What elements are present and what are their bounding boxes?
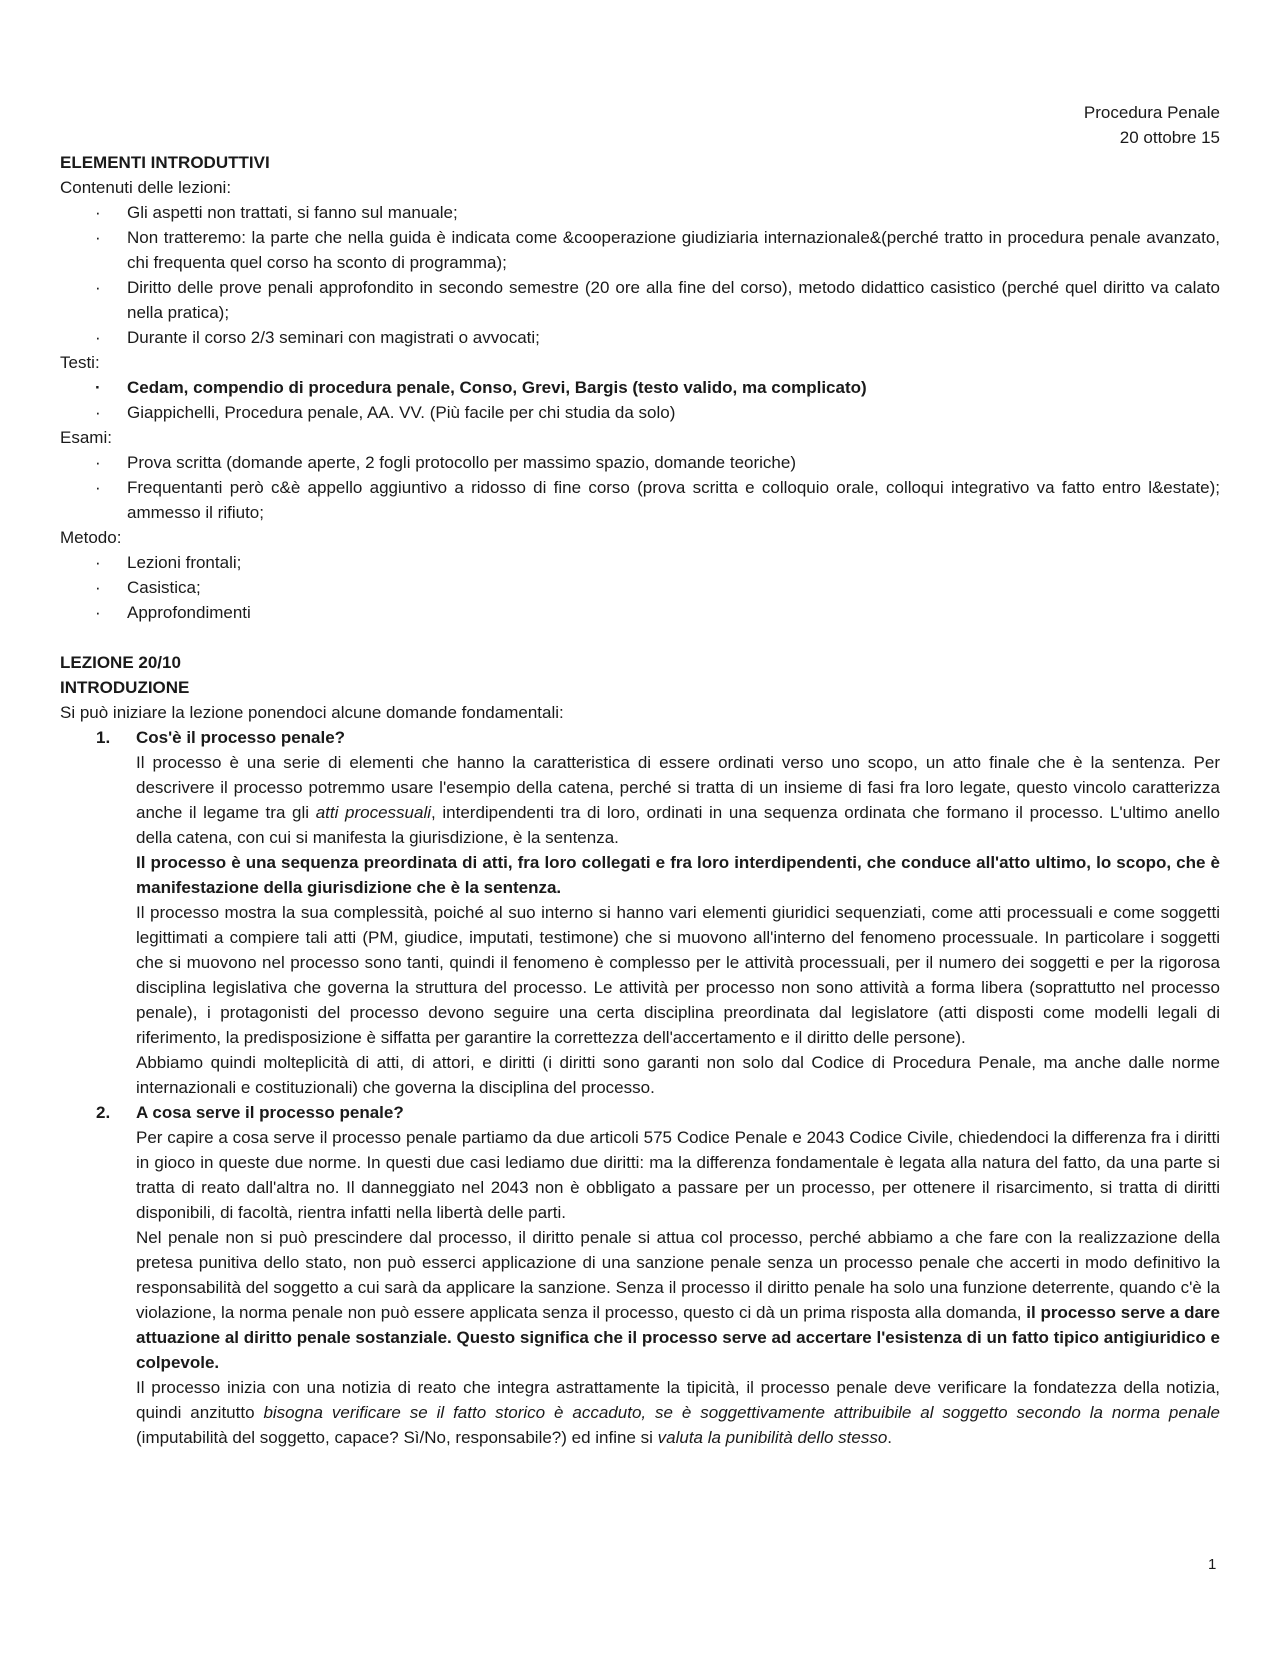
question-number: 2. — [96, 1103, 111, 1122]
esami-list — [60, 450, 1220, 525]
paragraph: Il processo inizia con una notizia di reato che integra astrattamente la tipicità, il processo penale deve verificare la fondatezza della notizia, quindi anzitutto bisogna verificare se il fatto storico è accaduto, se è soggettivamente attribuibile al soggetto secondo la norma penale (imputabilità del soggetto, capace? Sì/No, responsabile?) ed infine si valuta la punibilità dello stesso. — [136, 1378, 1220, 1447]
contenuti-label: Contenuti delle lezioni: — [60, 178, 232, 197]
page-header — [60, 100, 1220, 150]
paragraph: Il processo mostra la sua complessità, poiché al suo interno si hanno vari elementi giuridici sequenziati, come atti processuali e come soggetti legittimati a compiere tali atti (PM, giudice, imputati, testimone) che si muovono all'interno del fenomeno processuale. In particolare i soggetti che si muovono nel processo sono tanti, quindi il fenomeno è complesso per le attività processuali, per il numero dei soggetti e per la rigorosa disciplina legislativa che governa la struttura del processo. Le attività per processo non sono attività a forma libera (soprattutto nel processo penale), i protagonisti del processo devono seguire una certa disciplina preordinata dal legislatore (atti disposti come modelli legali di riferimento, la predisposizione è siffatta per garantire la correttezza dell'accertamento e il diritto delle persone). — [136, 903, 1220, 1047]
page-number: 1 — [1208, 1556, 1217, 1573]
testi-label: Testi: — [60, 353, 100, 372]
lesson-subtitle: INTRODUZIONE — [60, 678, 190, 697]
lesson-lead: Si può iniziare la lezione ponendoci alcune domande fondamentali: — [60, 703, 564, 722]
list-item: · Approfondimenti — [60, 600, 1220, 625]
metodo-list — [60, 550, 1220, 625]
list-item: · Non tratteremo: la parte che nella guida è indicata come &cooperazione giudiziaria internazionale&(perché tratto in procedura penale avanzato, chi frequenta quel corso ha sconto di programma); — [60, 225, 1220, 275]
question-2 — [60, 1100, 1220, 1450]
questions-list — [60, 725, 1220, 1450]
question-number: 1. — [96, 728, 111, 747]
course-name: Procedura Penale — [1083, 103, 1220, 122]
question-title: Cos'è il processo penale? — [136, 728, 346, 747]
paragraph: Il processo è una serie di elementi che hanno la caratteristica di essere ordinati verso uno scopo, un atto finale che è la sentenza. Per descrivere il processo potremmo usare l'esempio della catena, perché si tratta di un insieme di fasi fra loro legate, questo vincolo caratterizza anche il legame tra gli atti processuali, interdipendenti tra di loro, ordinati in una sequenza ordinata che formano il processo. L'ultimo anello della catena, con cui si manifesta la giurisdizione, è la sentenza. — [136, 753, 1221, 847]
list-item: · Giappichelli, Procedura penale, AA. VV. (Più facile per chi studia da solo) — [60, 400, 1220, 425]
lesson-title: LEZIONE 20/10 — [60, 653, 181, 672]
list-item: · Cedam, compendio di procedura penale, Conso, Grevi, Bargis (testo valido, ma complicato) — [60, 375, 1220, 400]
question-1 — [60, 725, 1220, 1100]
esami-label: Esami: — [60, 428, 112, 447]
list-item: · Frequentanti però c&è appello aggiuntivo a ridosso di fine corso (prova scritta e colloquio orale, colloqui integrativo va fatto entro l&estate); ammesso il rifiuto; — [60, 475, 1220, 525]
list-item: · Lezioni frontali; — [60, 550, 1220, 575]
document-page — [60, 100, 1220, 1450]
section-title: ELEMENTI INTRODUTTIVI — [60, 153, 270, 172]
paragraph: Abbiamo quindi molteplicità di atti, di attori, e diritti (i diritti sono garanti non solo dal Codice di Procedura Penale, ma anche dalle norme internazionali e costituzionali) che governa la disciplina del processo. — [136, 1053, 1220, 1097]
question-title: A cosa serve il processo penale? — [136, 1103, 404, 1122]
list-item: · Prova scritta (domande aperte, 2 fogli protocollo per massimo spazio, domande teoriche) — [60, 450, 1220, 475]
metodo-label: Metodo: — [60, 528, 122, 547]
testi-list — [60, 375, 1220, 425]
list-item: · Gli aspetti non trattati, si fanno sul manuale; — [60, 200, 1220, 225]
lesson-date: 20 ottobre 15 — [1119, 128, 1220, 147]
list-item: · Diritto delle prove penali approfondito in secondo semestre (20 ore alla fine del corso), metodo didattico casistico (perché quel diritto va calato nella pratica); — [60, 275, 1220, 325]
paragraph: Per capire a cosa serve il processo penale partiamo da due articoli 575 Codice Penale e 2043 Codice Civile, chiedendoci la differenza fra i diritti in gioco in queste due norme. In questi due casi lediamo due diritti: ma la differenza fondamentale è legata alla natura del fatto, da una parte si tratta di reato dall'altra no. Il danneggiato nel 2043 non è obbligato a passare per un processo, per ottenere il risarcimento, si tratta di diritti disponibili, di facoltà, rientra infatti nella libertà delle parti. — [136, 1128, 1220, 1222]
list-item: · Casistica; — [60, 575, 1220, 600]
definition-paragraph: Il processo è una sequenza preordinata di atti, fra loro collegati e fra loro interdipendenti, che conduce all'atto ultimo, lo scopo, che è manifestazione della giurisdizione che è la sentenza. — [136, 853, 1220, 897]
list-item: · Durante il corso 2/3 seminari con magistrati o avvocati; — [60, 325, 1220, 350]
contenuti-list — [60, 200, 1220, 350]
paragraph: Nel penale non si può prescindere dal processo, il diritto penale si attua col processo, perché abbiamo a che fare con la realizzazione della pretesa punitiva dello stato, non può esserci applicazione di una sanzione penale senza un processo penale che accerti in modo definitivo la responsabilità del soggetto a cui sarà da applicare la sanzione. Senza il processo il diritto penale ha solo una funzione deterrente, quando c'è la violazione, la norma penale non può essere applicata senza il processo, questo ci dà un prima risposta alla domanda, il processo serve a dare attuazione al diritto penale sostanziale. Questo significa che il processo serve ad accertare l'esistenza di un fatto tipico antigiuridico e colpevole. — [136, 1228, 1221, 1372]
